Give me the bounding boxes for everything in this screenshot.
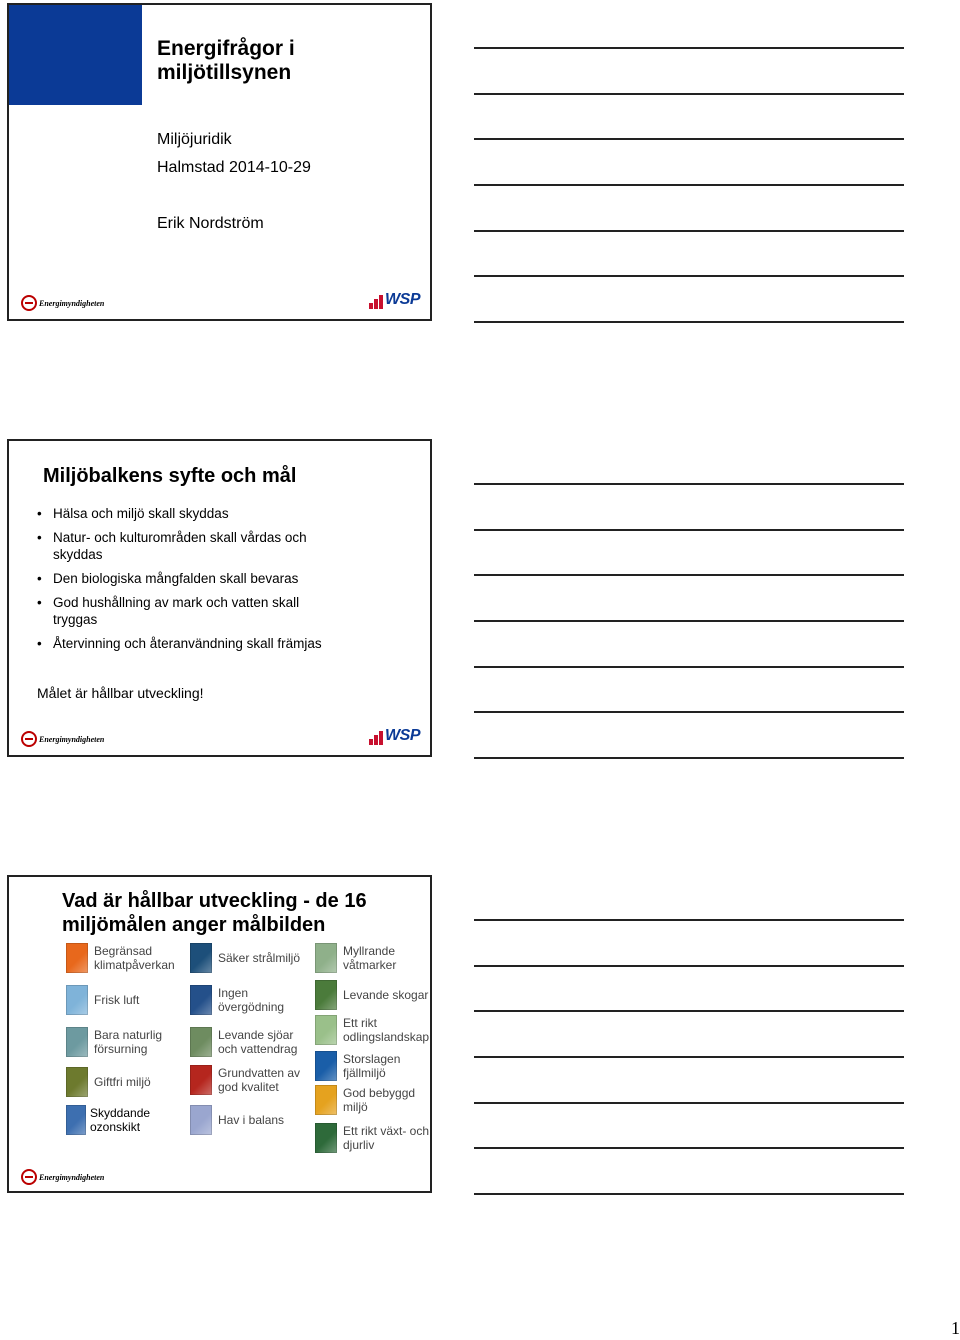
page-number: 1	[951, 1318, 960, 1338]
goal-item	[190, 1105, 315, 1135]
notes-line	[474, 919, 904, 921]
notes-line	[474, 47, 904, 49]
energimyndigheten-logo-icon	[21, 731, 37, 747]
wetlands-icon	[315, 943, 337, 973]
notes-line	[474, 230, 904, 232]
goal-item	[66, 1027, 191, 1057]
wsp-logo	[369, 727, 420, 745]
energimyndigheten-logo	[21, 295, 104, 311]
slide-1-title: Energifrågor i miljötillsynen	[157, 37, 295, 84]
bullet-item: • Den biologiska mångfalden skall bevaras	[37, 570, 337, 587]
wsp-logo-text: WSP	[385, 727, 420, 744]
air-icon	[66, 985, 88, 1015]
goal-label: Bara naturlig försurning	[94, 1028, 163, 1056]
goal-label: Giftfri miljö	[94, 1075, 151, 1089]
goal-item	[315, 1015, 432, 1045]
notes-line	[474, 1102, 904, 1104]
goal-label: Levande sjöar och vattendrag	[218, 1028, 298, 1056]
energimyndigheten-logo-icon	[21, 295, 37, 311]
lakes-icon	[190, 1027, 212, 1057]
goal-item	[315, 1051, 432, 1081]
slide-2	[7, 439, 432, 757]
notes-line	[474, 620, 904, 622]
built-environment-icon	[315, 1085, 337, 1115]
slide-2-title: Miljöbalkens syfte och mål	[43, 465, 297, 487]
farmland-icon	[315, 1015, 337, 1045]
forest-icon	[315, 980, 337, 1010]
wsp-logo-icon	[369, 731, 385, 745]
energimyndigheten-logo-text: Energimyndigheten	[39, 298, 105, 308]
goal-item	[315, 943, 432, 973]
goal-label: Ett rikt odlingslandskap	[343, 1016, 430, 1044]
goal-label: Skyddande ozonskikt	[90, 1106, 151, 1134]
energimyndigheten-logo-icon	[21, 1169, 37, 1185]
radiation-icon	[190, 943, 212, 973]
bullet-item: • Natur- och kulturområden skall vårdas och skyddas	[37, 529, 337, 563]
goal-label: Hav i balans	[218, 1113, 285, 1127]
goal-label: Myllrande våtmarker	[343, 944, 397, 972]
goal-label: Frisk luft	[94, 993, 140, 1007]
goal-label: Säker strålmiljö	[218, 951, 301, 965]
goal-statement: Målet är hållbar utveckling!	[37, 685, 204, 701]
notes-line	[474, 184, 904, 186]
bullet-item: • Hälsa och miljö skall skyddas	[37, 505, 337, 522]
goal-item	[66, 985, 191, 1015]
goal-item	[190, 1065, 315, 1095]
energimyndigheten-logo	[21, 731, 104, 747]
toxic-free-icon	[66, 1067, 88, 1097]
sea-icon	[190, 1105, 212, 1135]
goal-item	[315, 1085, 432, 1115]
goal-label: Ingen övergödning	[218, 986, 285, 1014]
goal-item	[190, 1027, 315, 1057]
energimyndigheten-logo-text: Energimyndigheten	[39, 1172, 105, 1182]
goal-item	[66, 943, 191, 973]
groundwater-icon	[190, 1065, 212, 1095]
energimyndigheten-logo	[21, 1169, 104, 1185]
notes-line	[474, 574, 904, 576]
wsp-logo	[369, 291, 420, 309]
goal-item	[315, 980, 432, 1010]
biodiversity-icon	[315, 1123, 337, 1153]
notes-line	[474, 138, 904, 140]
goal-item	[190, 943, 315, 973]
acidification-icon	[66, 1027, 88, 1057]
notes-line	[474, 529, 904, 531]
wsp-logo-text: WSP	[385, 291, 420, 308]
notes-line	[474, 1193, 904, 1195]
slide-1-author: Erik Nordström	[157, 215, 264, 232]
notes-line	[474, 757, 904, 759]
eutrophication-icon	[190, 985, 212, 1015]
goal-item	[66, 1105, 191, 1135]
goal-item	[190, 985, 315, 1015]
slide-3	[7, 875, 432, 1193]
notes-line	[474, 321, 904, 323]
slide-1-subtitle-1: Miljöjuridik	[157, 131, 232, 148]
energimyndigheten-logo-text: Energimyndigheten	[39, 734, 105, 744]
bullet-list	[37, 505, 337, 659]
mountain-icon	[315, 1051, 337, 1081]
goal-label: Storslagen fjällmiljö	[343, 1052, 401, 1080]
bullet-item: • Återvinning och återanvändning skall främjas	[37, 635, 337, 652]
wsp-logo-icon	[369, 295, 385, 309]
slide-1	[7, 3, 432, 321]
notes-line	[474, 93, 904, 95]
notes-line	[474, 483, 904, 485]
goal-label: Ett rikt växt- och djurliv	[343, 1124, 430, 1152]
goal-label: Levande skogar	[343, 988, 429, 1002]
ozone-icon	[66, 1105, 86, 1135]
notes-line	[474, 1056, 904, 1058]
notes-line	[474, 711, 904, 713]
goal-label: Grundvatten av god kvalitet	[218, 1066, 301, 1094]
slide-3-title: Vad är hållbar utveckling - de 16 miljömålen anger målbilden	[62, 890, 367, 936]
goal-item	[315, 1123, 432, 1153]
goal-item	[66, 1067, 191, 1097]
notes-line	[474, 965, 904, 967]
slide-1-subtitle-2: Halmstad 2014-10-29	[157, 159, 311, 176]
notes-line	[474, 1147, 904, 1149]
bullet-item: • God hushållning av mark och vatten skall tryggas	[37, 594, 337, 628]
notes-line	[474, 666, 904, 668]
goal-label: God bebyggd miljö	[343, 1086, 416, 1114]
goal-label: Begränsad klimatpåverkan	[94, 944, 175, 972]
notes-line	[474, 1010, 904, 1012]
climate-icon	[66, 943, 88, 973]
blue-accent-block	[9, 5, 142, 105]
notes-line	[474, 275, 904, 277]
